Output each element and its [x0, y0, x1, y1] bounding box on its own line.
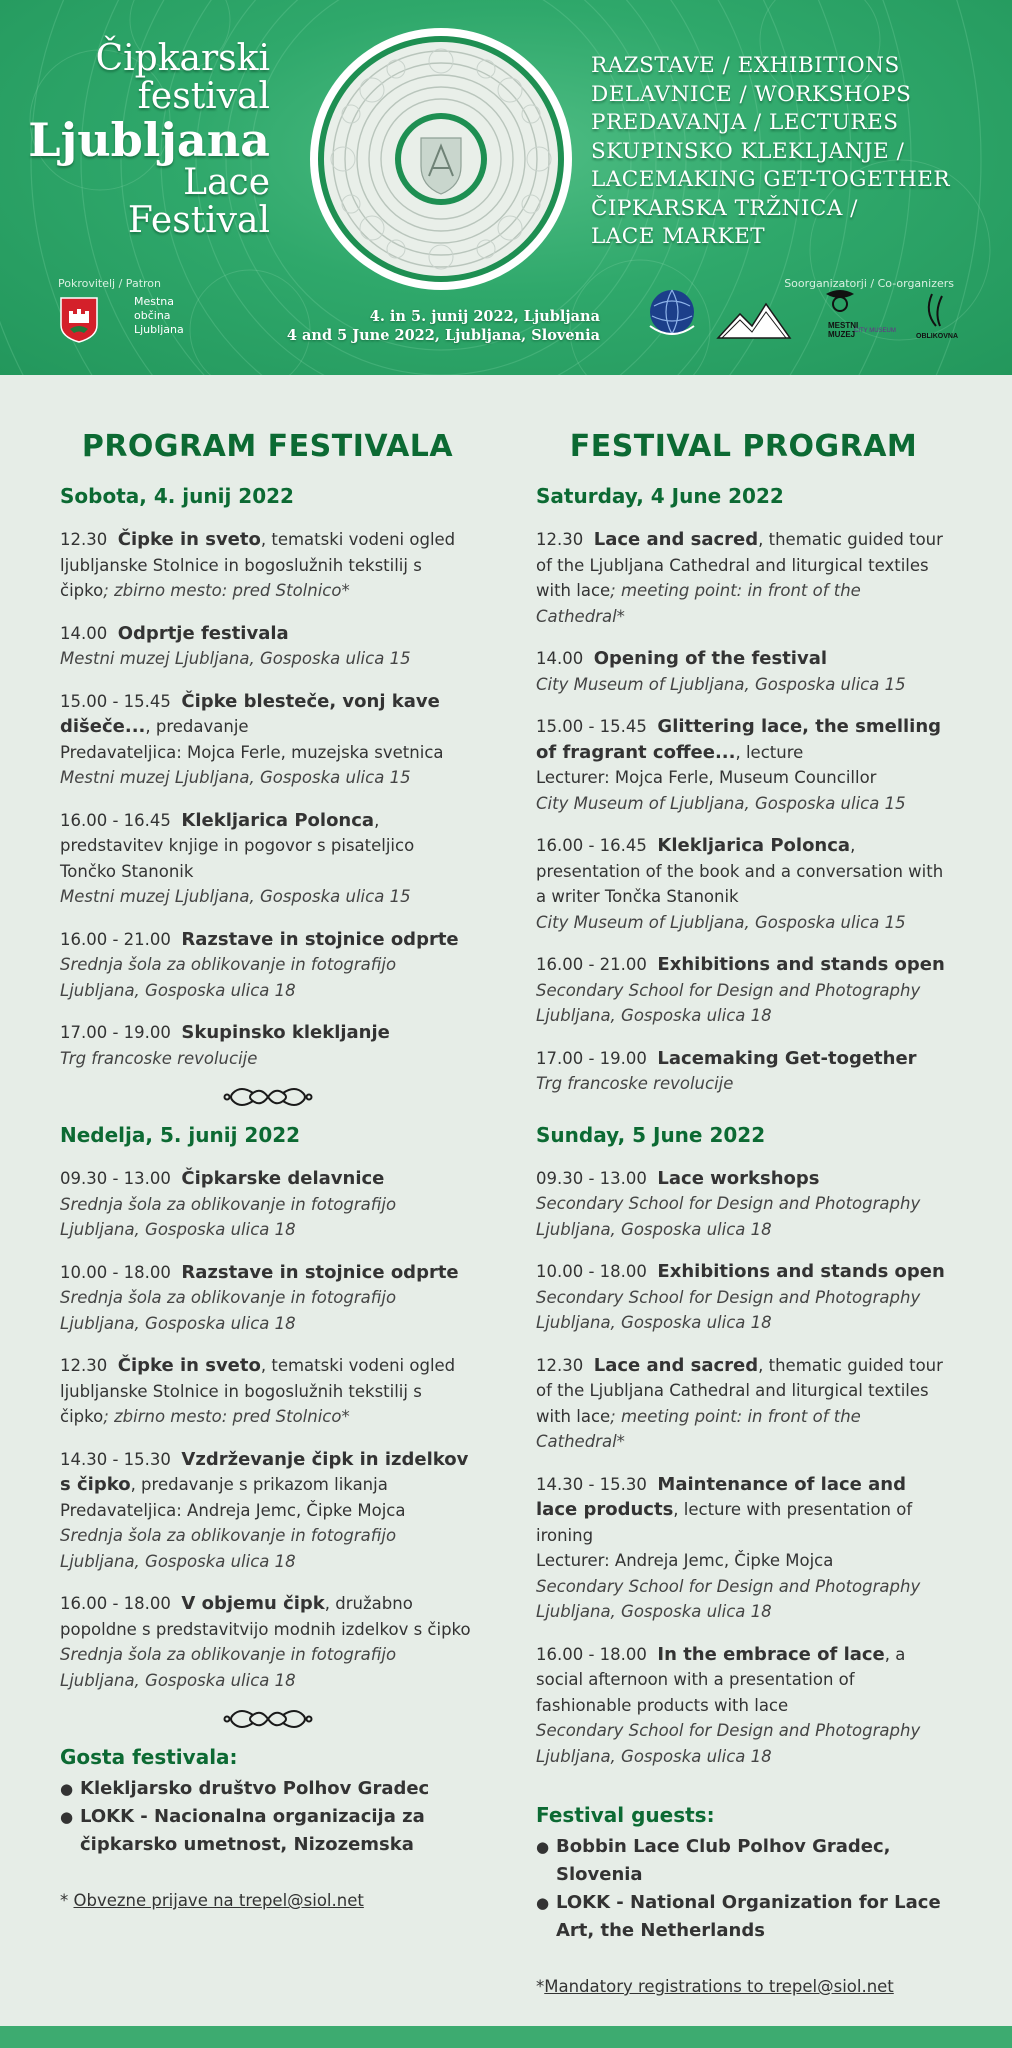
event-location: Srednja šola za oblikovanje in fotografijo Ljubljana, Gosposka ulica 18	[60, 1526, 397, 1571]
globe-logo-icon	[650, 290, 694, 334]
event-list-day2-en	[536, 1166, 951, 1770]
title-line-4: Lace	[183, 161, 270, 203]
day-heading-saturday-en: Saturday, 4 June 2022	[536, 484, 784, 508]
event-meeting-point: ; meeting point: in front of the Cathedral*	[536, 1406, 861, 1451]
partner-logo-text: MUZEJ	[828, 330, 856, 339]
activity-list	[591, 52, 950, 252]
event-time: 12.30	[536, 530, 584, 549]
ornament-divider-icon	[223, 1705, 313, 1733]
coorganizers-label: Soorganizatorji / Co-organizers	[784, 277, 954, 290]
event-lecturer: Predavateljica: Andreja Jemc, Čipke Mojca	[60, 1500, 406, 1520]
activity-item: ČIPKARSKA TRŽNICA /	[591, 195, 858, 221]
partner-logo-text: OBLIKOVNA	[916, 333, 958, 340]
event-location: Secondary School for Design and Photography Ljubljana, Gosposka ulica 18	[536, 1576, 921, 1621]
program-entry	[536, 1472, 951, 1625]
title-line-3: Ljubljana	[28, 112, 270, 167]
program-entry	[60, 527, 475, 604]
program-entry	[60, 1166, 475, 1243]
event-time: 16.00 - 18.00	[536, 1644, 647, 1664]
event-location: Mestni muzej Ljubljana, Gosposka ulica 15	[60, 887, 411, 906]
program-heading-si: PROGRAM FESTIVALA	[81, 429, 454, 464]
event-title: Odprtje festivala	[117, 622, 289, 644]
event-title: V objemu čipk	[181, 1593, 325, 1614]
event-location: Secondary School for Design and Photography Ljubljana, Gosposka ulica 18	[536, 1721, 921, 1766]
activity-item: RAZSTAVE / EXHIBITIONS	[591, 53, 900, 78]
program-column-en	[536, 420, 951, 1996]
title-line-5: Festival	[127, 199, 270, 241]
event-lecturer: Lecturer: Andreja Jemc, Čipke Mojca	[536, 1551, 834, 1570]
event-location: Srednja šola za oblikovanje in fotografijo Ljubljana, Gosposka ulica 18	[60, 955, 397, 1000]
guests-heading-en: Festival guests:	[536, 1803, 715, 1827]
program-entry	[536, 527, 951, 629]
event-list-day2-si	[60, 1166, 475, 1693]
event-title: Skupinsko klekljanje	[181, 1022, 390, 1043]
event-description: , tematski vodeni ogled ljubljanske Stolnice in bogoslužnih tekstilij s čipko	[60, 530, 456, 600]
event-time: 09.30 - 13.00	[60, 1169, 171, 1188]
guest-item: ● LOKK - National Organization for Lace Art, the Netherlands	[536, 1889, 951, 1945]
event-dates	[240, 307, 600, 345]
event-location: City Museum of Ljubljana, Gosposka ulica 15	[536, 912, 906, 932]
lace-medallion-logo	[308, 26, 574, 292]
event-time: 17.00 - 19.00	[60, 1023, 171, 1042]
event-time: 14.30 - 15.30	[60, 1449, 171, 1469]
event-title: In the embrace of lace	[657, 1643, 885, 1665]
event-title: Lace and sacred	[593, 529, 759, 550]
event-time: 09.30 - 13.00	[536, 1168, 647, 1188]
registration-note-en	[536, 1977, 951, 1996]
event-time: 14.00	[536, 649, 584, 668]
program-heading-en: FESTIVAL PROGRAM	[569, 429, 918, 464]
event-description: , predavanje	[145, 717, 249, 736]
program-entry	[60, 927, 475, 1004]
event-list-day1-en	[536, 527, 951, 1097]
event-title: Lace workshops	[657, 1167, 820, 1189]
program-entry	[536, 1046, 951, 1097]
event-title: Exhibitions and stands open	[657, 954, 945, 975]
guest-item: ● Klekljarsko društvo Polhov Gradec	[60, 1775, 475, 1803]
patron-name: Mestna občina Ljubljana	[134, 295, 184, 336]
note-asterisk: *	[60, 1891, 74, 1910]
registration-note-si	[60, 1891, 475, 1910]
event-description: , thematic guided tour of the Ljubljana Cathedral and liturgical textiles with lace	[536, 530, 943, 600]
event-time: 16.00 - 16.45	[536, 836, 647, 855]
event-title: Čipke in sveto	[117, 1355, 261, 1376]
event-title: Opening of the festival	[593, 648, 828, 669]
event-meeting-point: ; meeting point: in front of the Cathedral*	[536, 581, 861, 626]
festival-guests-en	[536, 1801, 951, 1945]
event-time: 16.00 - 16.45	[60, 810, 171, 830]
event-date-si: 4. in 5. junij 2022, Ljubljana	[369, 308, 600, 325]
event-title: Čipke blesteče, vonj kave dišeče...	[60, 690, 440, 737]
event-title: Klekljarica Polonca	[181, 809, 375, 831]
note-asterisk: *	[536, 1977, 545, 1996]
activity-item: LACEMAKING GET-TOGETHER	[591, 167, 951, 192]
event-location: City Museum of Ljubljana, Gosposka ulica 15	[536, 793, 906, 813]
program-entry	[536, 833, 951, 935]
event-time: 12.30	[536, 1355, 584, 1375]
program-entry	[60, 808, 475, 910]
program-column-si	[60, 420, 475, 1910]
patron-label: Pokrovitelj / Patron	[58, 277, 161, 290]
event-title: Glittering lace, the smelling of fragrant coffee...	[536, 716, 942, 763]
event-title: Razstave in stojnice odprte	[181, 928, 459, 950]
day-heading-sunday-si: Nedelja, 5. junij 2022	[60, 1123, 301, 1147]
guest-item: ● Bobbin Lace Club Polhov Gradec, Slovenia	[536, 1833, 951, 1889]
event-location: Secondary School for Design and Photography Ljubljana, Gosposka ulica 18	[536, 980, 921, 1025]
event-title: Maintenance of lace and lace products	[536, 1473, 906, 1520]
event-description: , lecture with presentation of ironing	[536, 1500, 913, 1545]
program-entry	[60, 1591, 475, 1693]
event-location: Srednja šola za oblikovanje in fotografijo Ljubljana, Gosposka ulica 18	[60, 1645, 397, 1690]
guests-heading-si: Gosta festivala:	[60, 1745, 238, 1769]
event-location: Secondary School for Design and Photography Ljubljana, Gosposka ulica 18	[536, 1287, 921, 1332]
event-description: , tematski vodeni ogled ljubljanske Stolnice in bogoslužnih tekstilij s čipko	[60, 1356, 456, 1426]
program-entry	[536, 1642, 951, 1770]
event-description: , presentation of the book and a conversation with a writer Tončka Stanonik	[536, 836, 944, 906]
program-entry	[60, 689, 475, 791]
event-lecturer: Lecturer: Mojca Ferle, Museum Councillor	[536, 768, 877, 787]
event-date-en: 4 and 5 June 2022, Ljubljana, Slovenia	[286, 327, 600, 344]
ornament-divider-icon	[223, 1083, 313, 1111]
event-time: 10.00 - 18.00	[60, 1262, 171, 1282]
registration-link-si[interactable]: Obvezne prijave na trepel@siol.net	[73, 1891, 364, 1910]
event-time: 16.00 - 18.00	[60, 1594, 171, 1613]
ljubljana-crest-icon	[60, 297, 98, 343]
event-location: Trg francoske revolucije	[536, 1074, 734, 1093]
day-heading-saturday-si: Sobota, 4. junij 2022	[60, 484, 294, 508]
event-lecturer: Predavateljica: Mojca Ferle, muzejska svetnica	[60, 742, 444, 762]
event-time: 14.00	[60, 623, 108, 643]
event-description: , a social afternoon with a presentation of fashionable products with lace	[536, 1644, 906, 1715]
event-time: 16.00 - 21.00	[60, 929, 171, 949]
event-location: Mestni muzej Ljubljana, Gosposka ulica 15	[60, 649, 411, 668]
program-entry	[536, 1353, 951, 1455]
event-title: Vzdrževanje čipk in izdelkov s čipko	[60, 1448, 469, 1495]
activity-item: SKUPINSKO KLEKLJANJE /	[591, 138, 905, 164]
mountain-logo-icon	[718, 304, 790, 338]
event-location: Secondary School for Design and Photography Ljubljana, Gosposka ulica 18	[536, 1194, 921, 1239]
city-museum-logo	[826, 290, 896, 339]
event-time: 14.30 - 15.30	[536, 1474, 647, 1494]
festival-guests-si	[60, 1743, 475, 1859]
event-title: Čipke in sveto	[117, 529, 261, 550]
event-location: City Museum of Ljubljana, Gosposka ulica 15	[536, 674, 906, 694]
event-list-day1-si	[60, 527, 475, 1071]
event-location: Mestni muzej Ljubljana, Gosposka ulica 15	[60, 768, 411, 787]
event-time: 10.00 - 18.00	[536, 1262, 647, 1281]
event-title: Klekljarica Polonca	[657, 835, 851, 856]
program-entry	[536, 714, 951, 816]
oblikovna-logo	[916, 294, 958, 340]
registration-link-en[interactable]: Mandatory registrations to trepel@siol.net	[544, 1977, 894, 1996]
event-meeting-point: ; zbirno mesto: pred Stolnico*	[103, 581, 350, 600]
event-time: 16.00 - 21.00	[536, 955, 647, 974]
program-entry	[536, 952, 951, 1029]
event-description: , lecture	[735, 742, 804, 762]
event-description: , družabno popoldne s predstavitvijo modnih izdelkov s čipko	[60, 1594, 471, 1639]
event-meeting-point: ; zbirno mesto: pred Stolnico*	[103, 1407, 350, 1426]
title-line-1: Čipkarski	[95, 38, 270, 79]
guest-item: ● LOKK - Nacionalna organizacija za čipkarsko umetnost, Nizozemska	[60, 1803, 475, 1859]
coorganizer-logos	[640, 286, 960, 356]
festival-header	[0, 0, 1012, 375]
program-entry	[60, 1447, 475, 1575]
event-time: 15.00 - 15.45	[536, 717, 647, 736]
event-title: Exhibitions and stands open	[657, 1261, 945, 1282]
program-entry	[60, 1020, 475, 1071]
activity-item: DELAVNICE / WORKSHOPS	[591, 81, 912, 107]
program-entry	[536, 646, 951, 697]
partner-logo-text: CITY MUSEUM	[854, 328, 896, 334]
title-line-2: festival	[137, 75, 270, 117]
program-entry	[536, 1166, 951, 1243]
event-location: Srednja šola za oblikovanje in fotografijo Ljubljana, Gosposka ulica 18	[60, 1288, 397, 1333]
partner-logo-text: MESTNI	[828, 321, 859, 330]
event-location: Srednja šola za oblikovanje in fotografijo Ljubljana, Gosposka ulica 18	[60, 1194, 397, 1239]
event-title: Lacemaking Get-together	[657, 1047, 917, 1069]
event-time: 12.30	[60, 1356, 108, 1375]
day-heading-sunday-en: Sunday, 5 June 2022	[536, 1122, 766, 1147]
program-entry	[536, 1259, 951, 1336]
program-entry	[60, 621, 475, 672]
program-entry	[60, 1353, 475, 1430]
festival-title	[28, 40, 270, 239]
program-entry	[60, 1260, 475, 1337]
event-time: 12.30	[60, 530, 108, 549]
event-description: , predavanje s prikazom likanja	[130, 1475, 388, 1494]
footer-bar	[0, 2026, 1012, 2048]
activity-item: PREDAVANJA / LECTURES	[591, 110, 899, 135]
event-location: Trg francoske revolucije	[60, 1048, 258, 1068]
event-time: 17.00 - 19.00	[536, 1048, 647, 1068]
event-description: , thematic guided tour of the Ljubljana Cathedral and liturgical textiles with lace	[536, 1355, 943, 1426]
activity-item: LACE MARKET	[591, 224, 766, 249]
event-title: Čipkarske delavnice	[181, 1168, 385, 1189]
event-description: , predstavitev knjige in pogovor s pisateljico Tončko Stanonik	[60, 810, 415, 881]
event-title: Lace and sacred	[593, 1354, 759, 1376]
event-time: 15.00 - 15.45	[60, 691, 171, 711]
event-title: Razstave in stojnice odprte	[181, 1261, 459, 1283]
